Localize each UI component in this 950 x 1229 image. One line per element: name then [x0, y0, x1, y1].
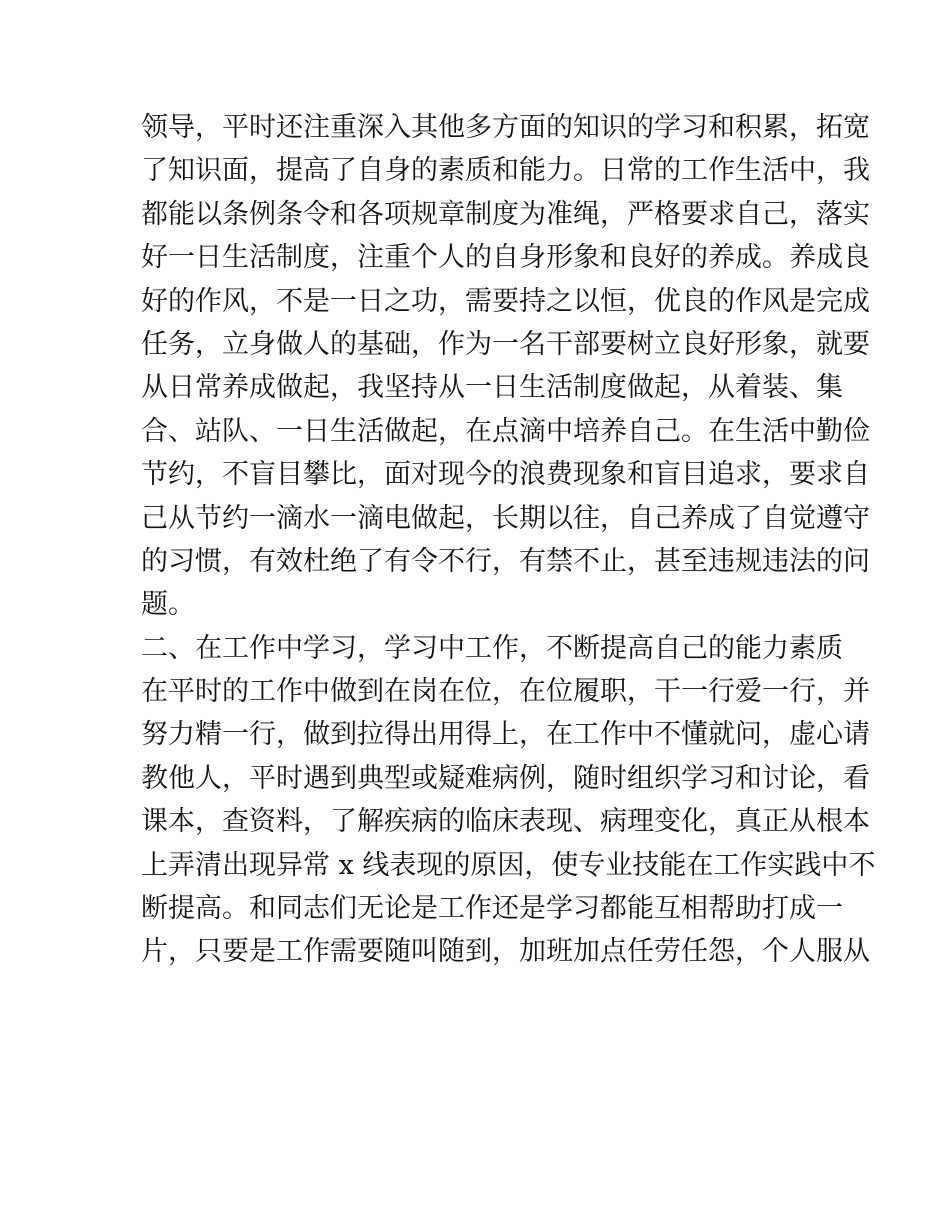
text-line: 己从节约一滴水一滴电做起，长期以往，自己养成了自觉遵守 — [141, 502, 870, 534]
text-line: 任务，立身做人的基础，作为一名干部要树立良好形象，就要 — [141, 328, 870, 360]
text-line: 领导，平时还注重深入其他多方面的知识的学习和积累，拓宽 — [141, 112, 870, 143]
text-line: 教他人，平时遇到典型或疑难病例，随时组织学习和讨论，看 — [141, 762, 870, 794]
text-line: 片，只要是工作需要随叫随到，加班加点任劳任怨，个人服从 — [141, 936, 870, 968]
text-line: 题。 — [141, 589, 195, 621]
text-line: 努力精一行，做到拉得出用得上，在工作中不懂就问，虚心请 — [141, 719, 870, 751]
body-text — [141, 106, 876, 974]
text-line: 了知识面，提高了自身的素质和能力。日常的工作生活中，我 — [141, 155, 870, 187]
text-line: 节约，不盲目攀比，面对现今的浪费现象和盲目追求，要求自 — [141, 459, 870, 491]
text-line: 好的作风，不是一日之功，需要持之以恒，优良的作风是完成 — [141, 285, 870, 317]
text-line: 在平时的工作中做到在岗在位，在位履职，干一行爱一行，并 — [141, 676, 870, 708]
text-line: 上弄清出现异常 x 线表现的原因，使专业技能在工作实践中不 — [141, 849, 876, 881]
text-line: 从日常养成做起，我坚持从一日生活制度做起，从着装、集 — [141, 372, 843, 404]
text-line: 的习惯，有效杜绝了有令不行，有禁不止，甚至违规违法的问 — [141, 545, 870, 577]
text-line: 课本，查资料，了解疾病的临床表现、病理变化，真正从根本 — [141, 806, 870, 838]
text-line: 好一日生活制度，注重个人的自身形象和良好的养成。养成良 — [141, 242, 870, 274]
text-line: 合、站队、一日生活做起，在点滴中培养自己。在生活中勤俭 — [141, 415, 870, 447]
section-heading: 二、在工作中学习，学习中工作，不断提高自己的能力素质 — [141, 632, 843, 664]
text-line: 断提高。和同志们无论是工作还是学习都能互相帮助打成一 — [141, 893, 843, 925]
text-line: 都能以条例条令和各项规章制度为准绳，严格要求自己，落实 — [141, 198, 870, 230]
